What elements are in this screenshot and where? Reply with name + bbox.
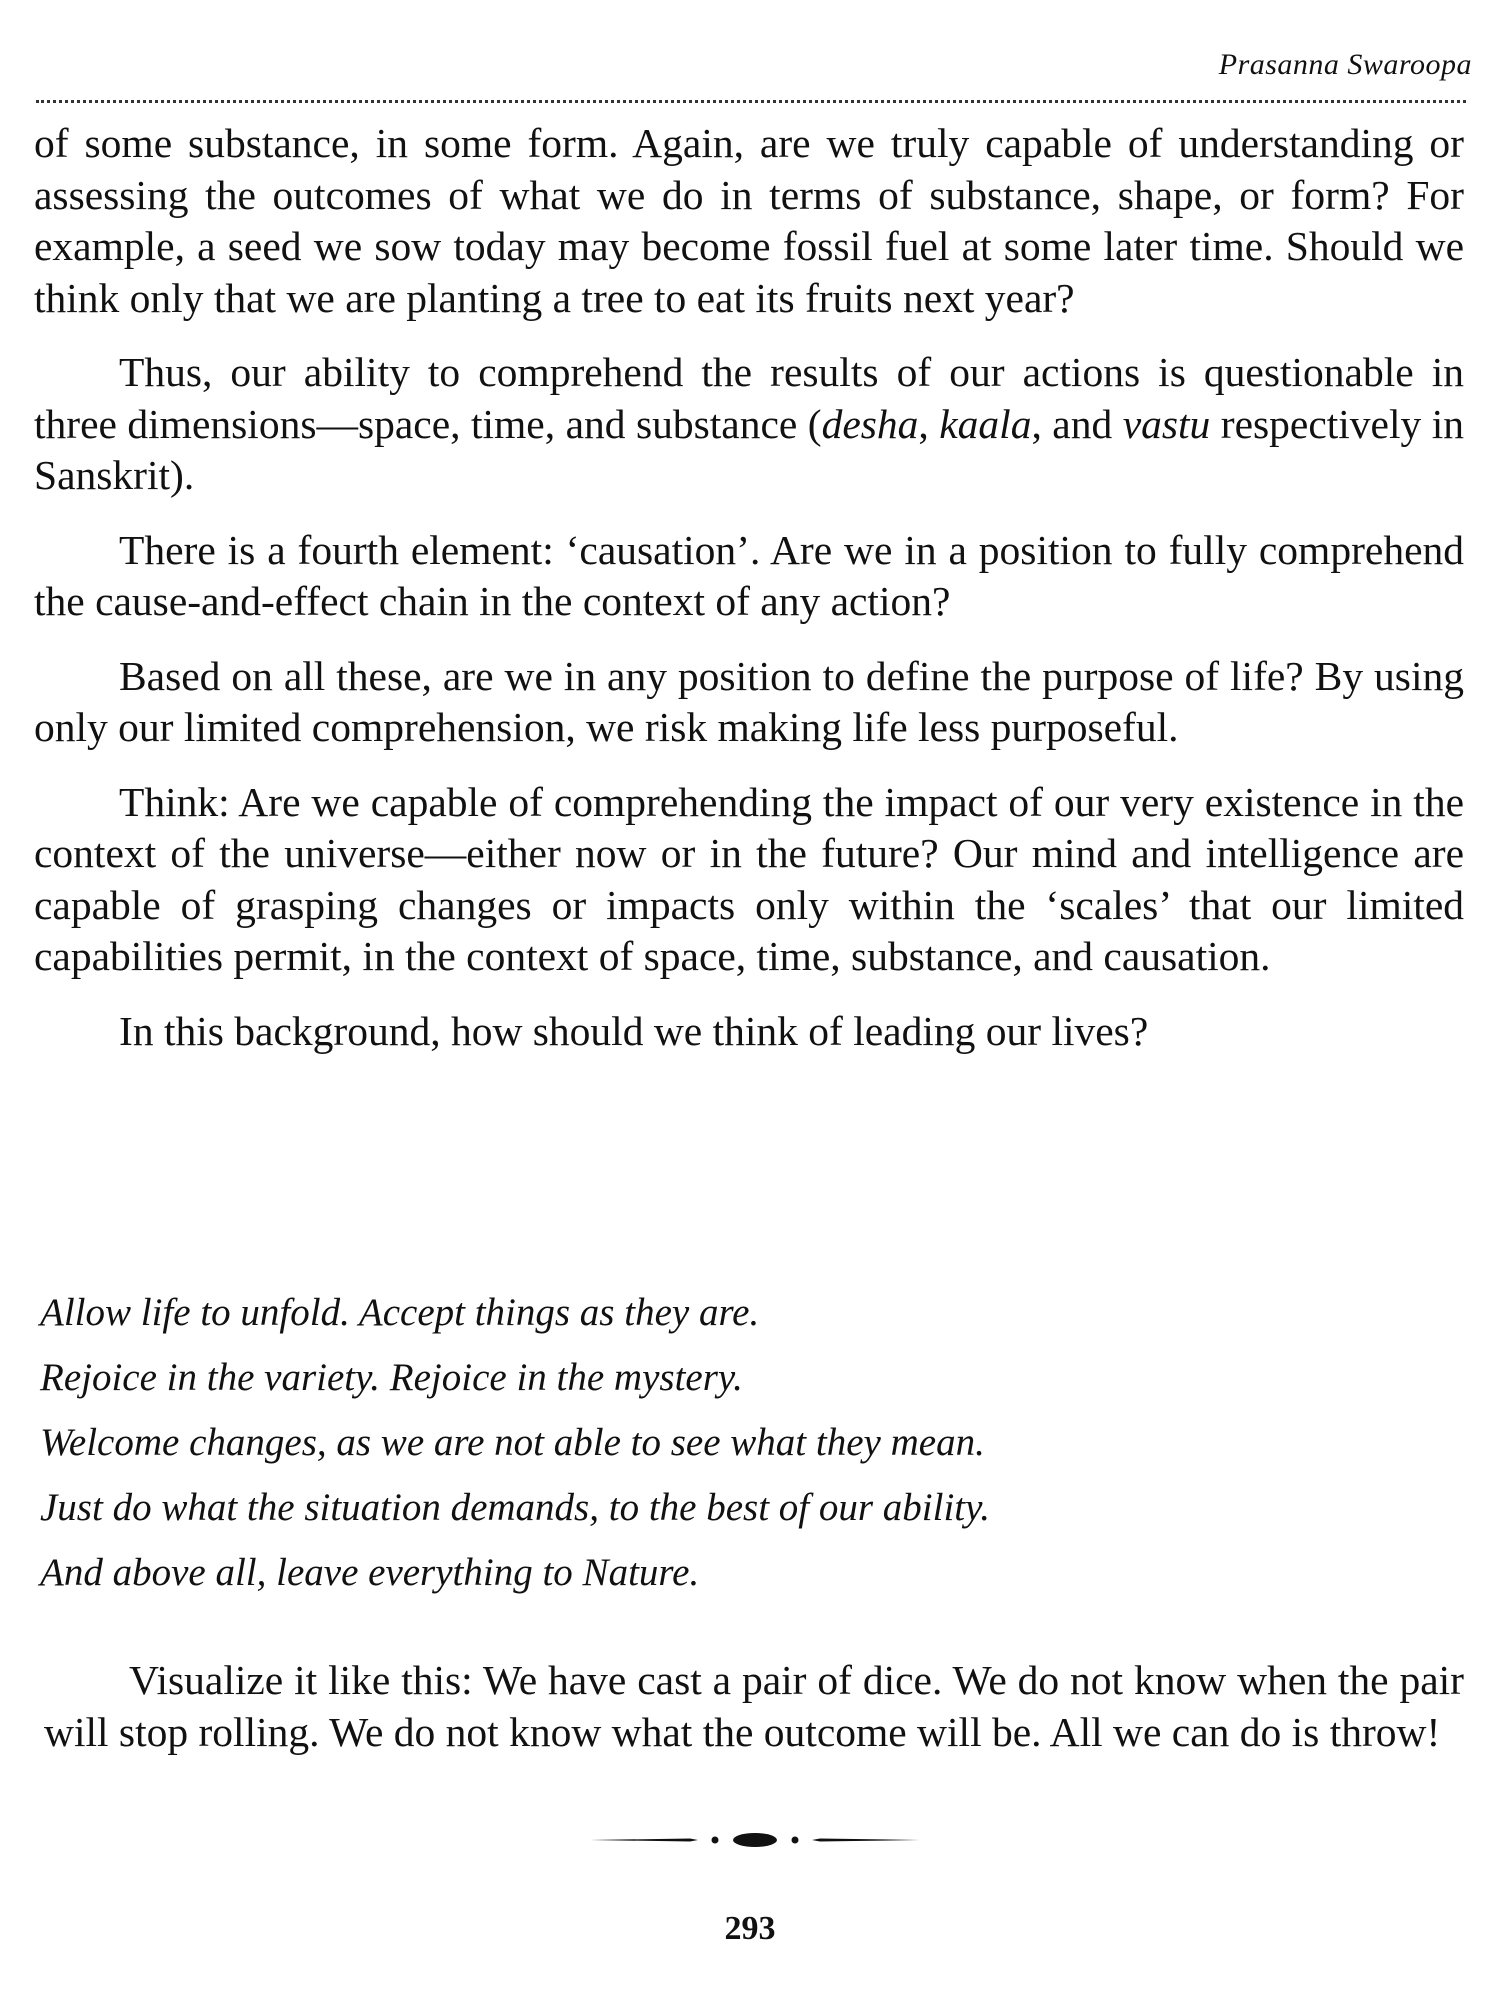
verse-line: Welcome changes, as we are not able to see what they mean. [40, 1421, 985, 1464]
term-vastu: vastu [1122, 400, 1211, 447]
term-desha: desha [821, 400, 919, 447]
verse-line: Just do what the situation demands, to the best of our ability. [40, 1486, 991, 1529]
verse-line: Allow life to unfold. Accept things as they are. [40, 1291, 760, 1334]
closing-paragraph: Visualize it like this: We have cast a pair of dice. We do not know when the pair will stop rolling. We do not know what the outcome will be. All we can do is throw! [44, 1657, 1464, 1755]
paragraph-6: In this background, how should we think of leading our lives? [119, 1007, 1149, 1054]
paragraph-2-intro: Thus, our ability to comprehend the results of our actions is questionable in three dimensions—space, time, and substance ( [34, 349, 1464, 447]
paragraph-2 [34, 347, 1464, 502]
body-text [34, 118, 1464, 1080]
paragraph-2-outro: respectively in Sanskrit). [34, 400, 1464, 498]
verse-line: Rejoice in the variety. Rejoice in the mystery. [40, 1356, 743, 1399]
term-kaala: kaala [939, 400, 1032, 447]
paragraph-1: of some substance, in some form. Again, are we truly capable of understanding or assessing the outcomes of what we do in terms of substance, shape, or form? For example, a seed we sow today may become fossil fuel at some later time. Should we think only that we are planting a tree to eat its fruits next year? [34, 120, 1464, 321]
verse-line: And above all, leave everything to Nature. [40, 1551, 700, 1594]
paragraph-2-sep-1: , [918, 400, 940, 447]
page-number: 293 [724, 1910, 776, 1947]
paragraph-4: Based on all these, are we in any position to define the purpose of life? By using only our limited comprehension, we risk making life less purposeful. [34, 652, 1464, 750]
italic-verses [40, 1280, 1460, 1605]
header-dotted-rule [36, 100, 1466, 103]
paragraph-2-sep-2: , and [1031, 400, 1123, 447]
paragraph-3: There is a fourth element: ‘causation’. Are we in a position to fully comprehend the cause-and-effect chain in the context of any action? [34, 526, 1464, 624]
section-end-ornament-icon [590, 1830, 920, 1850]
running-head-title: Prasanna Swaroopa [1218, 48, 1472, 81]
paragraph-5: Think: Are we capable of comprehending the impact of our very existence in the context of the universe—either now or in the future? Our mind and intelligence are capable of grasping changes or impacts only within the ‘scales’ that our limited capabilities permit, in the context of space, time, substance, and causation. [34, 778, 1464, 979]
